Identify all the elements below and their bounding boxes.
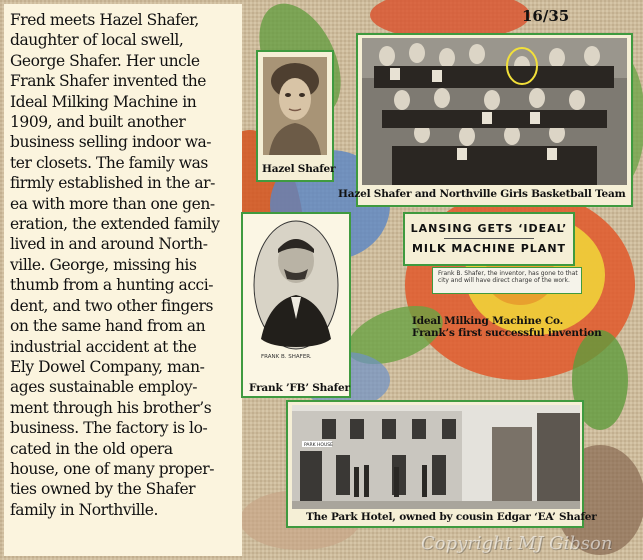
newspaper-headline — [409, 221, 569, 256]
hazel-portrait-frame — [256, 50, 334, 182]
frank-caption: Frank ’FB’ Shafer — [249, 382, 350, 394]
hotel-photo — [292, 405, 580, 509]
headline-rule — [444, 238, 534, 239]
narrative-line: daughter of local swell, — [10, 31, 184, 50]
milking-caption-line-1: Ideal Milking Machine Co. — [412, 315, 564, 327]
frank-portrait-photo — [251, 219, 341, 364]
narrative-line: eration, the extended family — [10, 215, 220, 234]
narrative-line: house, one of many proper- — [10, 459, 214, 478]
hotel-photo-image — [292, 405, 580, 509]
frank-nameplate: FRANK B. SHAFER. — [261, 354, 312, 360]
frank-portrait-image — [251, 219, 341, 364]
narrative-panel — [4, 4, 242, 556]
narrative-text — [10, 10, 238, 520]
narrative-line: ville. George, missing his — [10, 255, 197, 274]
narrative-line: Frank Shafer invented the — [10, 72, 207, 91]
narrative-line: ter closets. The family was — [10, 153, 208, 172]
narrative-line: cated in the old opera — [10, 439, 173, 458]
narrative-line: thumb from a hunting acci- — [10, 276, 214, 295]
narrative-line: ages sustainable employ- — [10, 378, 198, 397]
headline-line-2: MILK MACHINE PLANT — [411, 242, 567, 255]
newspaper-headline-frame — [403, 212, 575, 266]
copyright-watermark: Copyright MJ Gibson — [421, 533, 613, 554]
frank-portrait-frame — [241, 212, 351, 398]
headline-line-1: LANSING GETS ‘IDEAL’ — [410, 222, 568, 235]
team-photo — [362, 38, 627, 185]
narrative-line: Fred meets Hazel Shafer, — [10, 11, 199, 29]
hazel-caption: Hazel Shafer — [262, 163, 336, 175]
narrative-line: George Shafer. Her uncle — [10, 51, 200, 70]
newspaper-clip-text: Frank B. Shafer, the inventor, has gone to that city and will have direct charge of the work. — [438, 270, 578, 284]
team-photo-frame — [338, 33, 633, 207]
narrative-line: firmly established in the ar- — [10, 174, 215, 193]
narrative-line: on the same hand from an — [10, 317, 206, 336]
hazel-portrait-photo — [263, 57, 327, 155]
team-photo-image — [362, 38, 627, 185]
hotel-photo-frame — [286, 400, 597, 528]
narrative-line: industrial accident at the — [10, 337, 197, 356]
narrative-line: family in Northville. — [10, 500, 158, 519]
team-caption: Hazel Shafer and Northville Girls Basketball Team — [338, 188, 626, 200]
narrative-line: Ideal Milking Machine in — [10, 92, 197, 111]
hotel-sign: PARK HOUSE — [304, 443, 333, 448]
page-number: 16/35 — [522, 7, 570, 25]
narrative-line: ea with more than one gen- — [10, 194, 215, 213]
narrative-line: business. The factory is lo- — [10, 419, 208, 438]
narrative-line: dent, and two other fingers — [10, 296, 214, 315]
milking-caption-line-2: Frank’s first successful invention — [412, 327, 602, 339]
hazel-portrait-image — [263, 57, 327, 155]
narrative-line: Ely Dowel Company, man- — [10, 357, 205, 376]
narrative-line: ties owned by the Shafer — [10, 480, 196, 499]
narrative-line: ment through his brother’s — [10, 398, 212, 417]
narrative-line: lived in and around North- — [10, 235, 208, 254]
narrative-line: 1909, and built another — [10, 113, 186, 132]
milking-caption — [412, 315, 602, 339]
narrative-line: business selling indoor wa- — [10, 133, 212, 152]
hotel-caption: The Park Hotel, owned by cousin Edgar ‘EA’ Shafer — [306, 511, 597, 523]
newspaper-clip-frame — [432, 267, 582, 294]
